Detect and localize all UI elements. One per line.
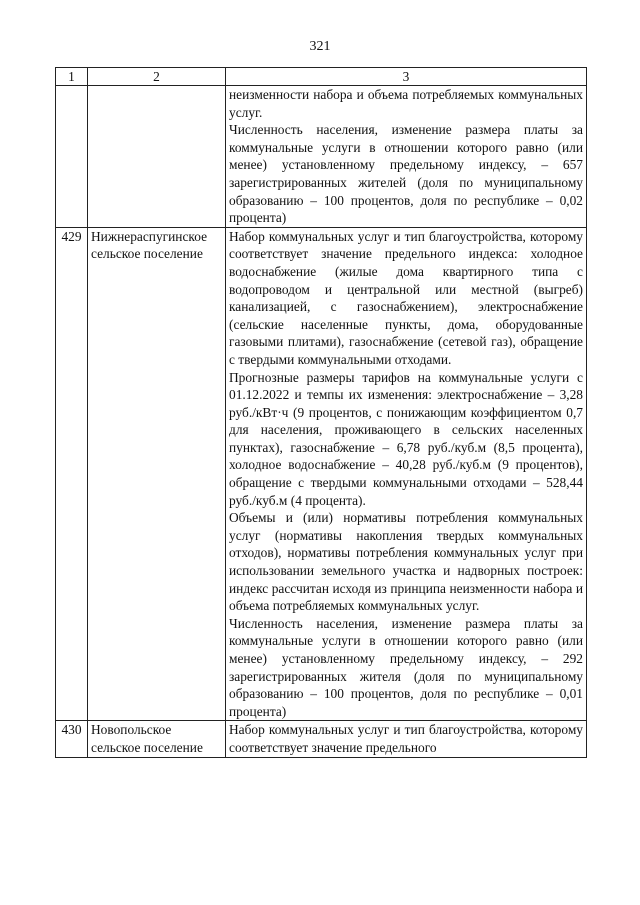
table-row — [56, 227, 587, 721]
settlement-name: Нижнераспугинское сельское поселение — [88, 227, 226, 721]
paragraph: Прогнозные размеры тарифов на коммунальные услуги с 01.12.2022 и темпы их изменения: электроснабжение – 3,28 руб./кВт·ч (9 процентов, с понижающим коэффициентом 0,7 для населения, проживающего в сельских населенных пунктах), газоснабжение – 6,78 руб./куб.м (8,5 процента), холодное водоснабжение – 40,28 руб./куб.м (9 процентов), обращение с твердыми коммунальными отходами – 528,44 руб./куб.м (4 процента). — [229, 369, 583, 508]
paragraph: неизменности набора и объема потребляемых коммунальных услуг. — [229, 87, 583, 120]
paragraph: Численность населения, изменение размера платы за коммунальные услуги в отношении которого равно (или менее) установленному предельному индексу, – 657 зарегистрированных жителей (доля по муниципальному образованию – 100 процентов, доля по республике – 0,02 процента) — [229, 122, 583, 226]
paragraph: Объемы и (или) нормативы потребления коммунальных услуг (нормативы накопления твердых коммунальных отходов), нормативы потребления коммунальных услуг при использовании земельного участка и надворных построек: индекс рассчитан исходя из принципа неизменности набора и объема потребляемых коммунальных услуг. — [229, 510, 583, 614]
header-col-2: 2 — [88, 68, 226, 86]
tariff-table — [55, 67, 587, 758]
row-number — [56, 86, 88, 228]
paragraph: Набор коммунальных услуг и тип благоустройства, которому соответствует значение предельного — [229, 722, 583, 755]
row-number: 429 — [56, 227, 88, 721]
settlement-name — [88, 86, 226, 228]
settlement-name: Новопольское сельское поселение — [88, 721, 226, 757]
table-row — [56, 721, 587, 757]
page-number: 321 — [309, 39, 331, 54]
table-header-row — [56, 68, 587, 86]
row-number: 430 — [56, 721, 88, 757]
row-description — [226, 227, 587, 721]
paragraph: Численность населения, изменение размера платы за коммунальные услуги в отношении которого равно (или менее) установленному предельному индексу, – 292 зарегистрированных жителя (доля по муниципальному образованию – 100 процентов, доля по республике – 0,01 процента) — [229, 615, 583, 719]
row-description — [226, 721, 587, 757]
row-description — [226, 86, 587, 228]
paragraph: Набор коммунальных услуг и тип благоустройства, которому соответствует значение предельного индекса: холодное водоснабжение (жилые дома квартирного типа с водопроводом и центральной или местной (выгреб) канализацией, с газоснабжением), электроснабжение (сельские населенные пункты, дома, оборудованные газовыми плитами), газоснабжение (сетевой газ), обращение с твердыми коммунальными отходами. — [229, 228, 583, 367]
table-row — [56, 86, 587, 228]
header-col-3: 3 — [226, 68, 587, 86]
header-col-1: 1 — [56, 68, 88, 86]
